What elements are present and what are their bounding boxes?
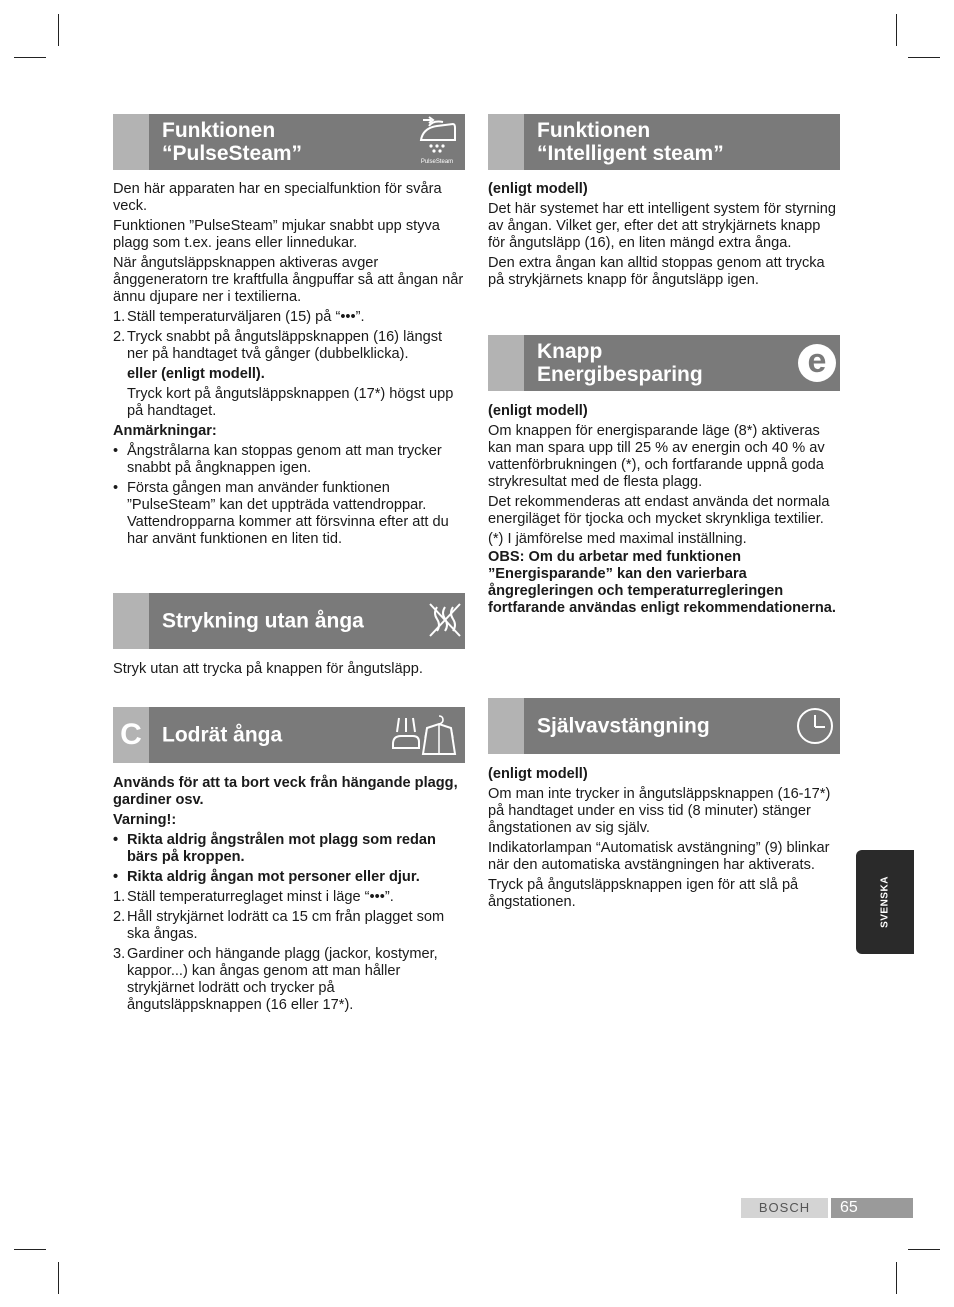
section-title: Lodrät ånga bbox=[162, 723, 283, 747]
bullet-item: • Ångstrålarna kan stoppas genom att man trycker snabbt på ångknappen igen. bbox=[113, 443, 442, 476]
tab-letter: C bbox=[120, 718, 142, 751]
paragraph: Det rekommenderas att endast använda det normala energiläget för tjocka och mycket skrynkliga textilier. bbox=[488, 494, 830, 527]
numbered-item: 2. Tryck snabbt på ångutsläppsknappen (16) längst ner på handtaget två gånger (dubbelklicka). bbox=[113, 329, 443, 362]
left-column bbox=[113, 0, 465, 1100]
right-column bbox=[488, 0, 840, 1100]
paragraph: Den här apparaten har en specialfunktion för svåra veck. bbox=[113, 181, 442, 214]
bullet-item: • Rikta aldrig ångan mot personer eller djur. bbox=[113, 869, 420, 885]
section-header-pulsesteam bbox=[113, 114, 465, 170]
vertical-steam-body bbox=[113, 775, 465, 1017]
section-title: Funktionen “PulseSteam” bbox=[162, 119, 303, 165]
paragraph: Indikatorlampan “Automatisk avstängning” (9) blinkar när den automatiska avstängningen har aktiverats. bbox=[488, 840, 830, 873]
clock-icon bbox=[796, 707, 834, 745]
eco-e-icon: e bbox=[798, 344, 836, 382]
crop-mark bbox=[14, 1249, 46, 1250]
dry-ironing-body bbox=[113, 661, 465, 681]
paragraph: Om man inte trycker in ångutsläppsknappen (16-17*) på handtaget under en viss tid (8 minuter) stänger ångstationen av sig själv. bbox=[488, 786, 831, 836]
auto-off-body bbox=[488, 766, 840, 914]
intelligent-steam-body bbox=[488, 181, 840, 292]
model-note: eller (enligt modell). bbox=[127, 366, 265, 382]
model-note: (enligt modell) bbox=[488, 181, 588, 197]
header-tab bbox=[488, 698, 524, 754]
bullet-item: • Första gången man använder funktionen ”PulseSteam” kan det uppträda vattendroppar. Vattendropparna kommer att försvinna efter att du har använt funktionen en liten tid. bbox=[113, 480, 449, 547]
section-title: Funktionen “Intelligent steam” bbox=[537, 119, 724, 165]
crop-mark bbox=[908, 1249, 940, 1250]
crop-mark bbox=[896, 1262, 897, 1294]
paragraph: Funktionen ”PulseSteam” mjukar snabbt upp styva plagg som t.ex. jeans eller linnedukar. bbox=[113, 218, 440, 251]
crop-mark bbox=[58, 1262, 59, 1294]
crop-mark bbox=[14, 57, 46, 58]
header-tab bbox=[488, 335, 524, 391]
numbered-item: 1. Ställ temperaturreglaget minst i läge “•••”. bbox=[113, 889, 394, 905]
vertical-steam-hanger-icon bbox=[389, 714, 461, 756]
notes-title: Anmärkningar: bbox=[113, 423, 217, 439]
paragraph: Om knappen för energisparande läge (8*) aktiveras kan man spara upp till 25 % av energin och 40 % av vattenförbrukningen (*), och fortfarande uppnå goda strykresultat med de flesta plagg. bbox=[488, 423, 825, 490]
obs-note: OBS: Om du arbetar med funktionen ”Energisparande” kan den varierbara ångregleringen och temperaturregleringen fortfarande användas enligt rekommendationerna. bbox=[488, 549, 836, 616]
iron-pulse-steam-icon bbox=[415, 116, 459, 168]
numbered-item: 3. Gardiner och hängande plagg (jackor, kostymer, kappor...) kan ångas genom att man håller strykjärnet lodrätt och trycker på ångutsläppsknappen (16 eller 17*). bbox=[113, 946, 438, 1013]
header-tab bbox=[488, 114, 524, 170]
bullet-item: • Rikta aldrig ångstrålen mot plagg som redan bärs på kroppen. bbox=[113, 832, 436, 865]
model-note: (enligt modell) bbox=[488, 766, 588, 782]
section-title: Knapp Energibesparing bbox=[537, 340, 703, 386]
paragraph: Tryck kort på ångutsläppsknappen (17*) högst upp på handtaget. bbox=[127, 386, 454, 419]
section-header-auto-off bbox=[488, 698, 840, 754]
language-tab: SVENSKA bbox=[856, 850, 914, 954]
paragraph: Används för att ta bort veck från hängande plagg, gardiner osv. bbox=[113, 775, 458, 808]
section-title: Strykning utan ånga bbox=[162, 609, 364, 633]
crop-mark bbox=[908, 57, 940, 58]
header-tab bbox=[113, 707, 149, 763]
footer-brand: BOSCH bbox=[741, 1198, 828, 1218]
section-header-eco bbox=[488, 335, 840, 391]
page-number: 65 bbox=[831, 1198, 913, 1218]
crop-mark bbox=[896, 14, 897, 46]
model-note: (enligt modell) bbox=[488, 403, 588, 419]
paragraph: Stryk utan att trycka på knappen för ångutsläpp. bbox=[113, 661, 423, 677]
numbered-item: 2. Håll strykjärnet lodrätt ca 15 cm från plagget som ska ångas. bbox=[113, 909, 445, 942]
paragraph: Det här systemet har ett intelligent system för styrning av ångan. Vilket ger, efter det att strykjärnets knapp för ångutsläpp (16), en liten mängd extra ånga. bbox=[488, 201, 836, 251]
numbered-item: 1. Ställ temperaturväljaren (15) på “•••”. bbox=[113, 309, 365, 325]
section-header-vertical-steam bbox=[113, 707, 465, 763]
warning-title: Varning!: bbox=[113, 812, 177, 828]
paragraph: Tryck på ångutsläppsknappen igen för att slå på ångstationen. bbox=[488, 877, 799, 910]
paragraph: När ångutsläppsknappen aktiveras avger ånggeneratorn tre kraftfulla ångpuffar så att ångan når ännu djupare ner i textilierna. bbox=[113, 255, 464, 305]
header-tab bbox=[113, 114, 149, 170]
paragraph: (*) I jämförelse med maximal inställning. bbox=[488, 531, 747, 547]
crop-mark bbox=[58, 14, 59, 46]
section-header-dry-ironing bbox=[113, 593, 465, 649]
no-steam-icon bbox=[427, 601, 463, 641]
section-header-intelligent-steam bbox=[488, 114, 840, 170]
eco-body bbox=[488, 403, 840, 620]
pulsesteam-icon-label: PulseSteam bbox=[420, 159, 454, 165]
paragraph: Den extra ångan kan alltid stoppas genom att trycka på strykjärnets knapp för ångutsläpp igen. bbox=[488, 255, 825, 288]
header-tab bbox=[113, 593, 149, 649]
section-title: Självavstängning bbox=[537, 714, 710, 738]
pulsesteam-body bbox=[113, 181, 465, 551]
